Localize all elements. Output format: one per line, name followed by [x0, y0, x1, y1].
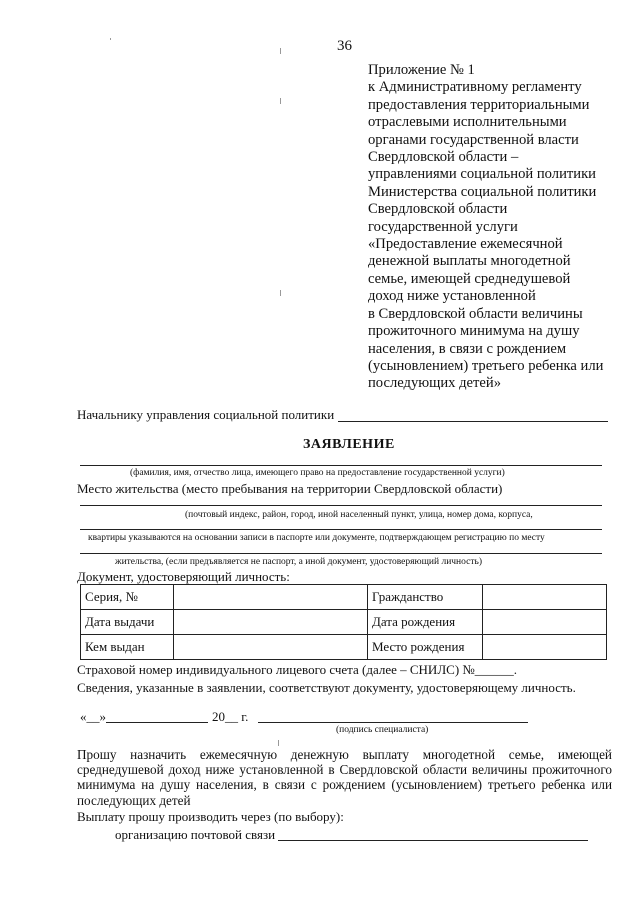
appendix-line: семье, имеющей среднедушевой [368, 270, 571, 287]
appendix-line: управлениями социальной политики [368, 166, 596, 183]
payment-option-field[interactable] [278, 840, 588, 841]
issued-by-field[interactable] [174, 635, 368, 660]
appendix-block [368, 62, 628, 393]
appendix-line: к Административному регламенту [368, 79, 582, 96]
payment-option-label: организацию почтовой связи [115, 827, 276, 842]
appendix-line: Свердловской области – [368, 149, 519, 166]
birth-date-label: Дата рождения [368, 610, 483, 635]
confirmation-line: Сведения, указанные в заявлении, соответствуют документу, удостоверяющему личность. [77, 680, 576, 695]
residence-field-1[interactable] [80, 505, 602, 506]
appendix-line: органами государственной власти [368, 131, 579, 148]
payment-label: Выплату прошу производить через (по выбору): [77, 809, 344, 824]
addressee-label: Начальнику управления социальной политики [77, 407, 335, 422]
appendix-line: (усыновлением) третьего ребенка или [368, 357, 604, 374]
citizenship-label: Гражданство [368, 585, 483, 610]
scan-mark [110, 38, 111, 40]
birth-place-label: Место рождения [368, 635, 483, 660]
signature-hint: (подпись специалиста) [336, 725, 429, 735]
residence-label: Место жительства (место пребывания на территории Свердловской области) [77, 481, 503, 496]
appendix-line: денежной выплаты многодетной [368, 253, 571, 270]
residence-field-3[interactable] [80, 553, 602, 554]
appendix-line: Приложение № 1 [368, 62, 475, 78]
birth-date-field[interactable] [483, 610, 607, 635]
fio-hint: (фамилия, имя, отчество лица, имеющего право на предоставление государственной услуги) [130, 468, 505, 478]
issue-date-label: Дата выдачи [81, 610, 174, 635]
address-hint: (почтовый индекс, район, город, иной населенный пункт, улица, номер дома, корпуса, [185, 510, 533, 520]
appendix-line: государственной услуги [368, 218, 518, 235]
date-year: 20__ г. [212, 709, 249, 724]
series-field[interactable] [174, 585, 368, 610]
scan-mark [280, 290, 281, 296]
request-paragraph: Прошу назначить ежемесячную денежную выплату многодетной семье, имеющей среднедушевой доход ниже установленной в Свердловской области величины прожиточного минимума на душу населения, в связи с рождением (усыновлением) третьего ребенка или последующих детей [77, 747, 612, 808]
document-title: ЗАЯВЛЕНИЕ [303, 437, 395, 452]
appendix-line: отраслевыми исполнительными [368, 114, 567, 131]
addressee-field[interactable] [338, 421, 608, 422]
residence-field-2[interactable] [80, 529, 602, 530]
fio-field[interactable] [80, 465, 602, 466]
date-day: «__» [80, 709, 106, 724]
appendix-line: Свердловской области [368, 201, 508, 218]
appendix-line: в Свердловской области величины [368, 305, 583, 322]
appendix-line: «Предоставление ежемесячной [368, 236, 563, 253]
address-hint-2: квартиры указываются на основании записи в паспорте или документе, подтверждающем регистрацию по месту [88, 533, 545, 543]
appendix-line: предоставления территориальными [368, 96, 590, 113]
appendix-line: прожиточного минимума на душу [368, 323, 580, 340]
scan-mark [280, 48, 281, 54]
appendix-line: Министерства социальной политики [368, 183, 597, 200]
address-hint-3: жительства, (если предъявляется не паспорт, а иной документ, удостоверяющий личность) [115, 557, 482, 567]
id-document-label: Документ, удостоверяющий личность: [77, 569, 290, 584]
appendix-line: населения, в связи с рождением [368, 340, 567, 357]
signature-field[interactable] [258, 722, 528, 723]
date-month-field[interactable] [106, 722, 208, 723]
appendix-line: доход ниже установленной [368, 288, 536, 305]
birth-place-field[interactable] [483, 635, 607, 660]
appendix-line: последующих детей» [368, 375, 501, 392]
series-label: Серия, № [81, 585, 174, 610]
issued-by-label: Кем выдан [81, 635, 174, 660]
snils-line: Страховой номер индивидуального лицевого счета (далее – СНИЛС) №______. [77, 662, 518, 677]
citizenship-field[interactable] [483, 585, 607, 610]
id-document-table [80, 584, 607, 660]
issue-date-field[interactable] [174, 610, 368, 635]
scan-mark [280, 98, 281, 104]
scan-mark [278, 740, 279, 746]
page-number: 36 [337, 38, 352, 54]
